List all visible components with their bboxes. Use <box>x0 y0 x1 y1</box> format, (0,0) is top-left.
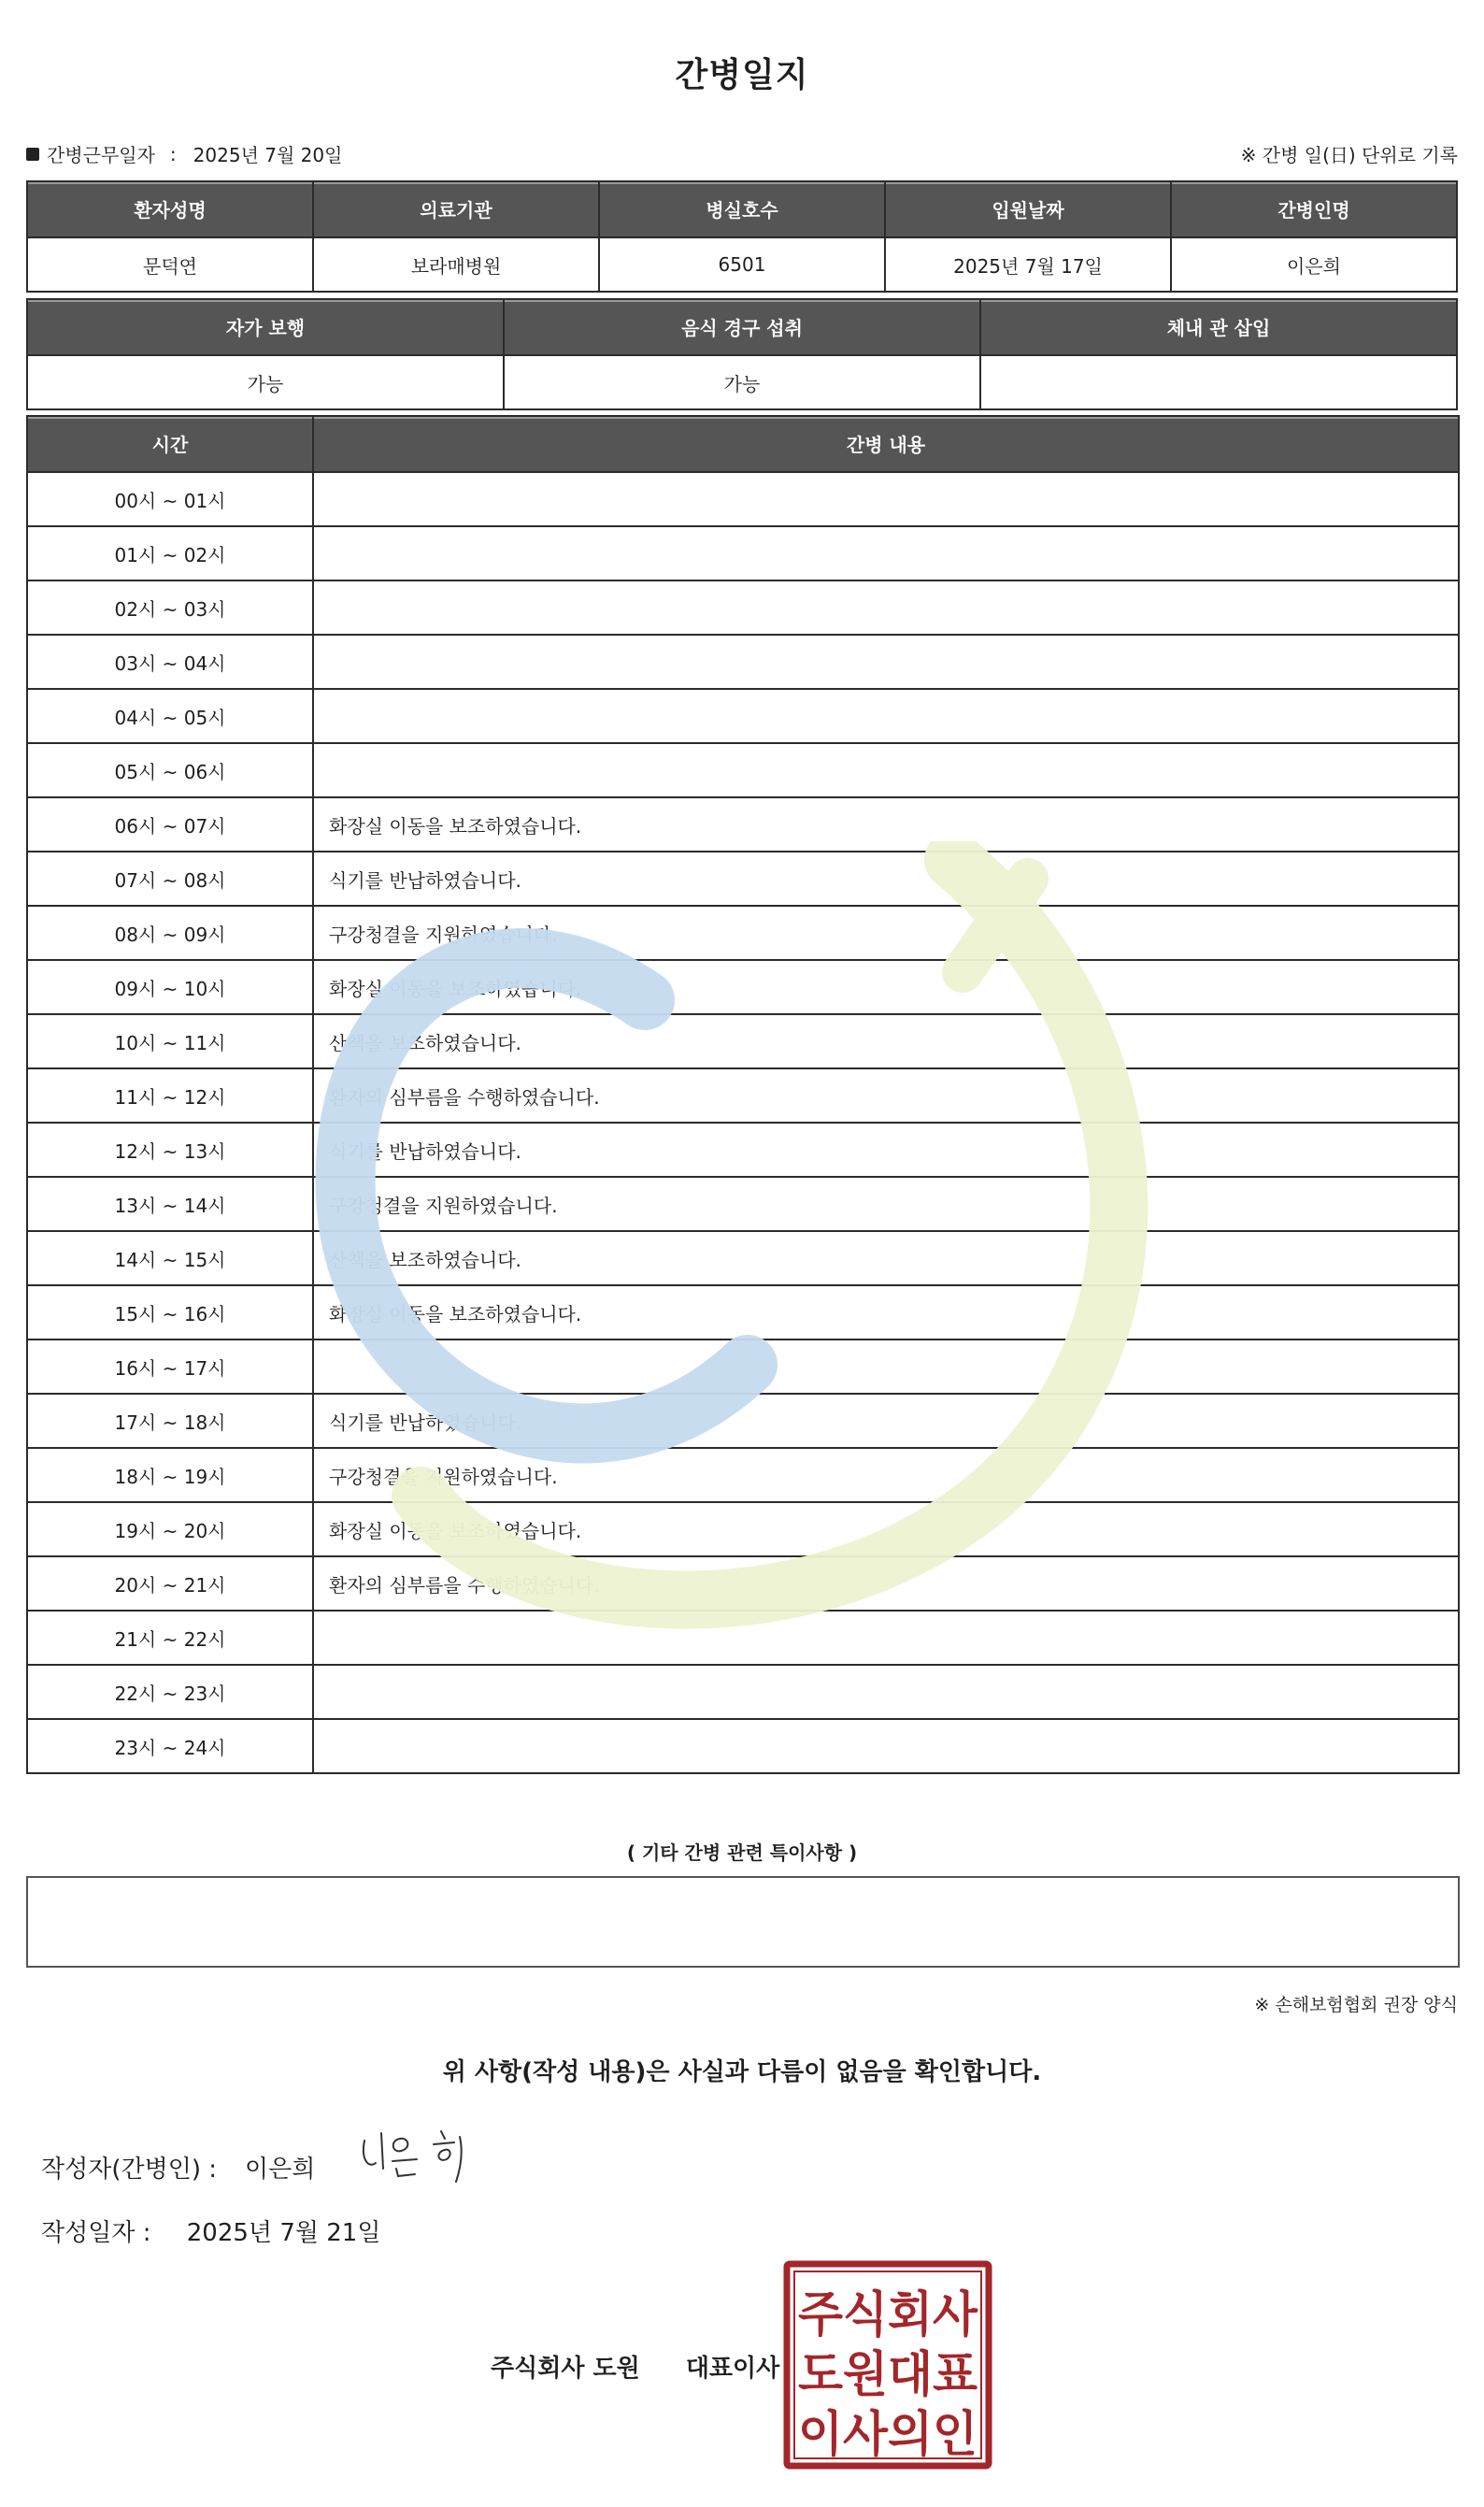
care-content: 구강청결을 지원하였습니다. <box>313 906 1459 960</box>
header-oral-intake: 음식 경구 섭취 <box>504 299 980 355</box>
seal-text-line: 도원대표 <box>798 2347 977 2403</box>
self-walking-value: 가능 <box>27 355 504 409</box>
table-row <box>27 1611 1459 1665</box>
time-slot: 17시 ~ 18시 <box>27 1394 313 1448</box>
header-patient-name: 환자성명 <box>27 181 313 237</box>
care-content: 화장실 이동을 보조하였습니다. <box>313 1502 1459 1556</box>
care-content: 산책을 보조하였습니다. <box>313 1231 1459 1285</box>
table-row <box>27 797 1459 852</box>
time-slot: 02시 ~ 03시 <box>27 580 313 635</box>
care-log-table <box>26 415 1460 1774</box>
care-content <box>313 743 1459 797</box>
oral-intake-value: 가능 <box>504 355 980 409</box>
time-slot: 11시 ~ 12시 <box>27 1068 313 1123</box>
table-row <box>27 1231 1459 1285</box>
time-slot: 13시 ~ 14시 <box>27 1177 313 1231</box>
time-slot: 10시 ~ 11시 <box>27 1014 313 1068</box>
hospital-name: 보라매병원 <box>313 237 599 292</box>
time-slot: 08시 ~ 09시 <box>27 906 313 960</box>
time-slot: 00시 ~ 01시 <box>27 472 313 526</box>
table-row <box>27 1448 1459 1502</box>
table-row <box>27 526 1459 580</box>
admission-date: 2025년 7월 17일 <box>885 237 1171 292</box>
work-date-value: 2025년 7월 20일 <box>193 144 343 166</box>
header-hospital: 의료기관 <box>313 181 599 237</box>
table-row <box>27 743 1459 797</box>
care-content <box>313 1339 1459 1394</box>
company-seal-stamp <box>783 2260 992 2470</box>
seal-text-line: 이사의인 <box>798 2407 977 2463</box>
care-content <box>313 689 1459 743</box>
time-slot: 01시 ~ 02시 <box>27 526 313 580</box>
care-content <box>313 1665 1459 1719</box>
patient-name: 문덕연 <box>27 237 313 292</box>
document-title: 간병일지 <box>675 56 809 94</box>
care-content <box>313 526 1459 580</box>
table-row <box>27 1719 1459 1773</box>
care-content <box>313 1719 1459 1773</box>
writer-row <box>41 2150 315 2185</box>
time-slot: 23시 ~ 24시 <box>27 1719 313 1773</box>
time-slot: 21시 ~ 22시 <box>27 1611 313 1665</box>
header-caregiver-name: 간병인명 <box>1171 181 1457 237</box>
table-row <box>27 1177 1459 1231</box>
work-date-row <box>26 140 342 167</box>
table-row <box>27 472 1459 526</box>
table-row <box>27 1123 1459 1177</box>
care-content: 산책을 보조하였습니다. <box>313 1014 1459 1068</box>
table-row <box>27 1339 1459 1394</box>
care-content: 화장실 이동을 보조하였습니다. <box>313 797 1459 852</box>
header-admission-date: 입원날짜 <box>885 181 1171 237</box>
black-square-icon <box>26 148 39 161</box>
time-slot: 14시 ~ 15시 <box>27 1231 313 1285</box>
care-content <box>313 1611 1459 1665</box>
table-row <box>27 1014 1459 1068</box>
time-slot: 19시 ~ 20시 <box>27 1502 313 1556</box>
care-content: 식기를 반납하였습니다. <box>313 1394 1459 1448</box>
time-slot: 12시 ~ 13시 <box>27 1123 313 1177</box>
table-row <box>27 635 1459 689</box>
header-self-walking: 자가 보행 <box>27 299 504 355</box>
time-slot: 16시 ~ 17시 <box>27 1339 313 1394</box>
written-date-row <box>41 2213 380 2248</box>
care-content <box>313 472 1459 526</box>
care-content: 환자의 심부름을 수행하였습니다. <box>313 1068 1459 1123</box>
time-slot: 18시 ~ 19시 <box>27 1448 313 1502</box>
time-slot: 22시 ~ 23시 <box>27 1665 313 1719</box>
caregiver-name: 이은희 <box>1171 237 1457 292</box>
confirmation-statement: 위 사항(작성 내용)은 사실과 다름이 없음을 확인합니다. <box>442 2058 1042 2086</box>
header-time: 시간 <box>27 416 313 472</box>
care-content: 구강청결을 지원하였습니다. <box>313 1448 1459 1502</box>
special-notes-title: ( 기타 간병 관련 특이사항 ) <box>626 1841 858 1864</box>
header-room: 병실호수 <box>599 181 885 237</box>
company-signoff <box>491 2349 779 2384</box>
work-date-colon: : <box>169 142 177 165</box>
care-content: 식기를 반납하였습니다. <box>313 852 1459 906</box>
care-content <box>313 580 1459 635</box>
writer-name: 이은희 <box>245 2156 316 2184</box>
table-row <box>27 1502 1459 1556</box>
table-row <box>27 1285 1459 1339</box>
patient-info-table <box>26 180 1458 293</box>
written-date-value: 2025년 7월 21일 <box>186 2219 381 2247</box>
table-row <box>27 689 1459 743</box>
room-number: 6501 <box>599 237 885 292</box>
time-slot: 06시 ~ 07시 <box>27 797 313 852</box>
ceo-title: 대표이사 <box>685 2355 780 2383</box>
care-content <box>313 635 1459 689</box>
table-row <box>27 580 1459 635</box>
header-tube-insertion: 체내 관 삽입 <box>980 299 1457 355</box>
table-row <box>27 1556 1459 1611</box>
written-date-label: 작성일자 : <box>41 2219 151 2247</box>
patient-status-table <box>26 298 1458 410</box>
table-row <box>27 906 1459 960</box>
handwritten-signature <box>355 2122 495 2187</box>
care-content: 식기를 반납하였습니다. <box>313 1123 1459 1177</box>
time-slot: 04시 ~ 05시 <box>27 689 313 743</box>
special-notes-box <box>26 1876 1460 1968</box>
table-row <box>27 1068 1459 1123</box>
care-content: 화장실 이동을 보조하였습니다. <box>313 1285 1459 1339</box>
time-slot: 20시 ~ 21시 <box>27 1556 313 1611</box>
time-slot: 09시 ~ 10시 <box>27 960 313 1014</box>
work-date-label: 간병근무일자 <box>47 144 155 166</box>
time-slot: 15시 ~ 16시 <box>27 1285 313 1339</box>
table-row <box>27 1665 1459 1719</box>
record-unit-note: ※ 간병 일(日) 단위로 기록 <box>1240 144 1458 166</box>
time-slot: 03시 ~ 04시 <box>27 635 313 689</box>
recommended-form-note: ※ 손해보험협회 권장 양식 <box>1254 1995 1458 2015</box>
seal-text-line: 주식회사 <box>798 2287 978 2343</box>
tube-insertion-value <box>980 355 1457 409</box>
time-slot: 07시 ~ 08시 <box>27 852 313 906</box>
table-row <box>27 960 1459 1014</box>
writer-label: 작성자(간병인) : <box>41 2156 218 2184</box>
care-content: 환자의 심부름을 수행하였습니다. <box>313 1556 1459 1611</box>
care-content: 구강청결을 지원하였습니다. <box>313 1177 1459 1231</box>
table-row <box>27 1394 1459 1448</box>
company-name: 주식회사 도원 <box>491 2355 640 2383</box>
time-slot: 05시 ~ 06시 <box>27 743 313 797</box>
table-row <box>27 852 1459 906</box>
care-content: 화장실 이동을 보조하였습니다. <box>313 960 1459 1014</box>
header-care-content: 간병 내용 <box>313 416 1459 472</box>
